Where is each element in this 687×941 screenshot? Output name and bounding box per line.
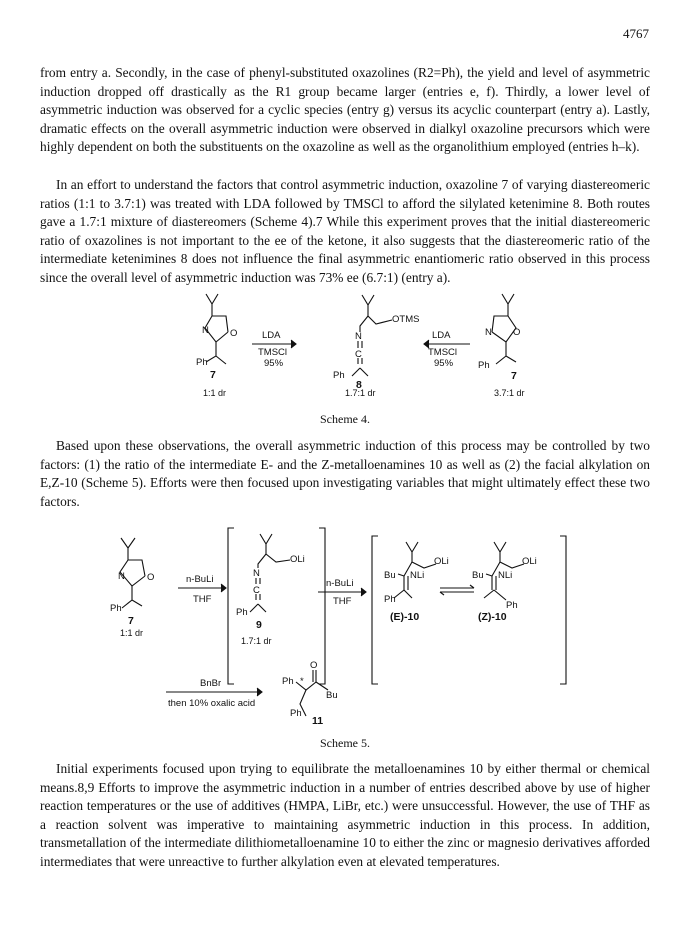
s5-z10-bu: Bu <box>472 570 484 581</box>
s5-arrow1-top: n-BuLi <box>186 574 214 585</box>
paragraph-1: from entry a. Secondly, in the case of phenyl-substituted oxazolines (R2=Ph), the yield and level of asymmetric induction dropped off drastically as the R1 group became larger (entries e, f). Thirdly, a lower level of asymmetric induction was observed for a cyclic species (entry g) versus its acyclic counterpart (entry a). Lastly, dramatic effects on the overall asymmetric induction were observed in dialkyl oxazoline precursors which were highly dependent on both the substituents on the oxazoline as well as the organolithium employed (entries h–k). <box>40 65 650 154</box>
s5-arrow3-top: BnBr <box>200 678 222 689</box>
paragraph-2: In an effort to understand the factors that control asymmetric induction, oxazoline 7 of varying diastereomeric ratios (1:1 to 3.7:1) was treated with LDA followed by TMSCl to afford the silylated ketenimine 8. Both routes gave a 1.7:1 mixture of diastereomers (Scheme 4).7 While this experiment proves that the initial diastereomeric ratio of oxazolines is not important to the ee of the ketone, it also suggests that the diastereomeric ratio of the intermediate ketenimines 8 does not influence the final asymmetric enantiomeric ratio observed in this process since the overall level of asymmetric induction was 73% ee (6.7:1) (entry a). <box>40 177 650 285</box>
page-number: 4767 <box>623 26 649 41</box>
s4-arrow-right-bottom: 95% <box>434 358 454 369</box>
s4-center-ratio: 1.7:1 dr <box>345 388 376 398</box>
s4-arrow-left-top: LDA <box>262 330 281 341</box>
s5-product-number: 11 <box>312 715 324 727</box>
s5-arrow2-top: n-BuLi <box>326 578 354 589</box>
s5-start-ratio: 1:1 dr <box>120 628 144 638</box>
s4-left-n: N <box>202 325 209 336</box>
s4-right-n: N <box>485 327 492 338</box>
s5-product-ph-bottom: Ph <box>290 708 302 719</box>
s4-center-c: C <box>355 349 362 360</box>
paragraph-3: Based upon these observations, the overall asymmetric induction of this process may be controlled by two factors: (1) the ratio of the intermediate E- and the Z-metalloenamines 10 as well as (2) the facial alkylation on E,Z-10 (Scheme 5). Efforts were then focused upon investigating variables that might ultimately effect these two factors. <box>40 438 650 509</box>
s4-left-o: O <box>230 328 238 339</box>
s4-arrow-left-mid: TMSCl <box>258 347 288 358</box>
s5-int-ratio: 1.7:1 dr <box>241 636 272 646</box>
s4-center-number: 8 <box>356 379 362 391</box>
s5-z10-oli: OLi <box>522 556 537 567</box>
s5-int-c: C <box>253 585 260 596</box>
s5-int-n: N <box>253 568 260 579</box>
s5-z10-nli: NLi <box>498 570 513 581</box>
s5-int-ph: Ph <box>236 607 248 618</box>
s5-e10-bu: Bu <box>384 570 396 581</box>
s5-start-o: O <box>147 572 155 583</box>
s5-start-n: N <box>118 571 125 582</box>
s4-arrow-right-top: LDA <box>432 330 451 341</box>
scheme-4 <box>0 292 687 404</box>
s5-start-ph: Ph <box>110 603 122 614</box>
s5-arrow2-bottom: THF <box>333 596 352 607</box>
s4-right-number: 7 <box>511 370 517 382</box>
paragraph-4: Initial experiments focused upon trying to equilibrate the metalloenamines 10 by either thermal or chemical means.8,9 Efforts to improve the asymmetric induction in a number of entries described above by use of higher reaction temperatures or the use of additives (HMPA, LiBr, etc.) were unsuccessful. However, the use of THF as a reaction solvent was imperative to maintaining asymmetric induction in this process. In addition, transmetallation of the intermediate dilithiometalloenamine 10 to either the zinc or magnesio derivatives afforded intermediates that were unreactive to further alkylation even at elevated temperatures. <box>40 761 650 869</box>
s4-center-otms: OTMS <box>392 314 420 325</box>
s5-e10-ph: Ph <box>384 594 396 605</box>
s4-left-ratio: 1:1 dr <box>203 388 227 398</box>
s4-right-ph: Ph <box>478 360 490 371</box>
s5-int-oli: OLi <box>290 554 305 565</box>
s4-center-n: N <box>355 331 362 342</box>
s4-left-number: 7 <box>210 369 216 381</box>
s5-e10-oli: OLi <box>434 556 449 567</box>
scheme-5-caption: Scheme 5. <box>320 736 370 750</box>
s5-product-bu: Bu <box>326 690 338 701</box>
scheme-5 <box>0 520 687 736</box>
s5-z10-label: (Z)-10 <box>478 611 507 623</box>
s5-start-number: 7 <box>128 615 134 627</box>
s5-arrow1-bottom: THF <box>193 594 212 605</box>
s5-z10-ph: Ph <box>506 600 518 611</box>
s5-int-number: 9 <box>256 619 262 631</box>
s4-center-ph: Ph <box>333 370 345 381</box>
s5-product-ph-top: Ph <box>282 676 294 687</box>
s5-e10-nli: NLi <box>410 570 425 581</box>
s4-arrow-right-mid: TMSCl <box>428 347 458 358</box>
s4-right-o: O <box>513 327 521 338</box>
s4-right-ratio: 3.7:1 dr <box>494 388 525 398</box>
s5-product-o: O <box>310 660 318 671</box>
s5-arrow3-bottom: then 10% oxalic acid <box>168 698 256 709</box>
s5-e10-label: (E)-10 <box>390 611 420 623</box>
s5-product-star: * <box>300 676 304 687</box>
s4-arrow-left-bottom: 95% <box>264 358 284 369</box>
scheme-4-caption: Scheme 4. <box>320 412 370 426</box>
s4-left-ph: Ph <box>196 357 208 368</box>
